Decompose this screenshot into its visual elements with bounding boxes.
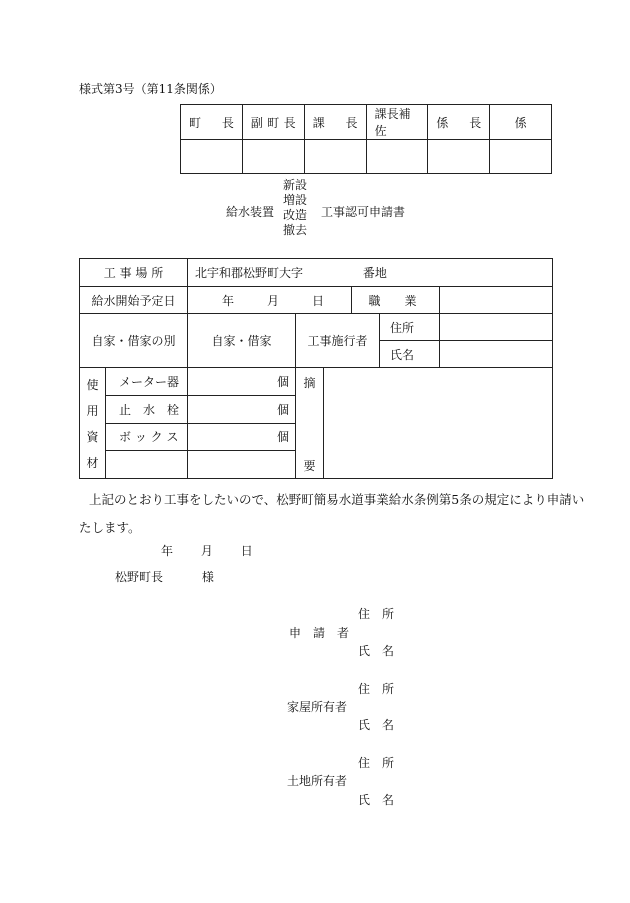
materials-label-stack <box>80 371 105 475</box>
applicant-address-label: 住 所 <box>358 607 395 621</box>
approval-header-label: 係 <box>514 115 527 130</box>
approval-header-text <box>181 114 242 131</box>
start-date-label: 給水開始予定日 <box>80 287 188 314</box>
applicant-name-label: 氏 名 <box>358 644 395 658</box>
row-home-type-1 <box>80 314 553 341</box>
remarks-input[interactable] <box>324 368 553 479</box>
approval-header-label: 係 長 <box>436 115 482 130</box>
materials-char: 資 <box>86 429 99 444</box>
material-qty-box[interactable]: 個 <box>188 423 296 451</box>
title-option-remove: 撤去 <box>283 223 308 237</box>
title-suffix: 工事認可申請書 <box>321 205 406 219</box>
approval-header-text <box>428 114 489 131</box>
approval-stamp-table <box>180 104 552 174</box>
land-owner-role: 土地所有者 <box>287 774 348 788</box>
contractor-address-input[interactable] <box>440 314 553 341</box>
stamp-box[interactable] <box>490 140 552 174</box>
house-owner-role: 家屋所有者 <box>287 700 348 714</box>
title-prefix: 給水装置 <box>226 205 275 219</box>
approval-header-label: 課 長 <box>312 115 358 130</box>
approval-header-kachohosa <box>366 105 428 140</box>
application-date-year: 年 <box>161 544 174 558</box>
form-number: 様式第3号（第11条関係） <box>79 82 222 96</box>
home-type-value[interactable]: 自家・借家 <box>188 314 296 368</box>
addressee <box>115 568 214 585</box>
banchi-label: 番地 <box>362 266 387 280</box>
stamp-box[interactable] <box>181 140 243 174</box>
materials-label <box>80 368 106 479</box>
contractor-label: 工事施行者 <box>296 314 380 368</box>
start-date-cell[interactable] <box>188 287 352 314</box>
construction-site-value: 北宇和郡松野町大字 <box>195 266 304 280</box>
construction-site-label: 工 事 場 所 <box>80 259 188 287</box>
remarks-char-top: 摘 <box>303 376 316 390</box>
stamp-box[interactable] <box>242 140 304 174</box>
remarks-char-bottom: 要 <box>303 459 316 473</box>
approval-header-label: 副 町 長 <box>250 115 296 130</box>
approval-header-kacho <box>304 105 366 140</box>
home-type-label: 自家・借家の別 <box>80 314 188 368</box>
occupation-input[interactable] <box>440 287 553 314</box>
house-owner-address-label: 住 所 <box>358 682 395 696</box>
title-option-modify: 改造 <box>283 208 308 222</box>
approval-header-text <box>243 114 304 131</box>
materials-char: 材 <box>86 455 99 470</box>
stamp-box[interactable] <box>428 140 490 174</box>
start-date-month: 月 <box>267 293 280 308</box>
material-qty-meter[interactable]: 個 <box>188 368 296 396</box>
approval-header-kakaricho <box>428 105 490 140</box>
application-date-day: 日 <box>240 544 253 558</box>
addressee-honorific: 様 <box>201 570 214 584</box>
title-options <box>283 178 307 238</box>
contractor-address-label: 住所 <box>380 314 440 341</box>
contractor-name-label: 氏名 <box>380 341 440 368</box>
material-qty-stopcock[interactable]: 個 <box>188 395 296 423</box>
stamp-box[interactable] <box>366 140 428 174</box>
material-name-blank[interactable] <box>106 451 188 479</box>
start-date-fields <box>188 292 351 309</box>
addressee-name: 松野町長 <box>115 570 164 584</box>
statement-line-1: 上記のとおり工事をしたいので、松野町簡易水道事業給水条例第5条の規定により申請い <box>89 492 585 507</box>
title-option-add: 増設 <box>283 193 308 207</box>
land-owner-address-label: 住 所 <box>358 756 395 770</box>
remarks-label-stack <box>296 368 323 478</box>
occupation-label: 職 業 <box>352 287 440 314</box>
application-date-month: 月 <box>200 544 213 558</box>
material-name-box: ボ ッ ク ス <box>106 423 188 451</box>
approval-header-cho <box>181 105 243 140</box>
material-name-stopcock: 止 水 栓 <box>106 395 188 423</box>
application-date <box>161 542 253 559</box>
title-option-new: 新設 <box>283 178 308 192</box>
row-start-date <box>80 287 553 314</box>
approval-header-label: 町 長 <box>189 115 234 130</box>
construction-site-cell[interactable] <box>188 259 553 287</box>
application-table <box>79 258 553 479</box>
approval-header-kakari <box>490 105 552 140</box>
material-name-meter: メーター器 <box>106 368 188 396</box>
row-material-1 <box>80 368 553 396</box>
contractor-name-input[interactable] <box>440 341 553 368</box>
approval-header-label: 課長補佐 <box>374 107 411 138</box>
house-owner-name-label: 氏 名 <box>358 718 395 732</box>
approval-header-fukucho <box>242 105 304 140</box>
materials-char: 用 <box>86 403 99 418</box>
approval-header-text <box>305 114 366 131</box>
start-date-day: 日 <box>312 293 325 308</box>
statement-line-2: たします。 <box>79 520 141 535</box>
applicant-role: 申 請 者 <box>289 626 350 640</box>
approval-stamp-row <box>181 140 552 174</box>
remarks-label <box>296 368 324 479</box>
start-date-year: 年 <box>222 293 235 308</box>
approval-header-text <box>367 105 428 139</box>
stamp-box[interactable] <box>304 140 366 174</box>
land-owner-name-label: 氏 名 <box>358 793 395 807</box>
materials-char: 使 <box>86 377 99 392</box>
approval-header-row <box>181 105 552 140</box>
row-construction-site <box>80 259 553 287</box>
material-qty-blank[interactable] <box>188 451 296 479</box>
